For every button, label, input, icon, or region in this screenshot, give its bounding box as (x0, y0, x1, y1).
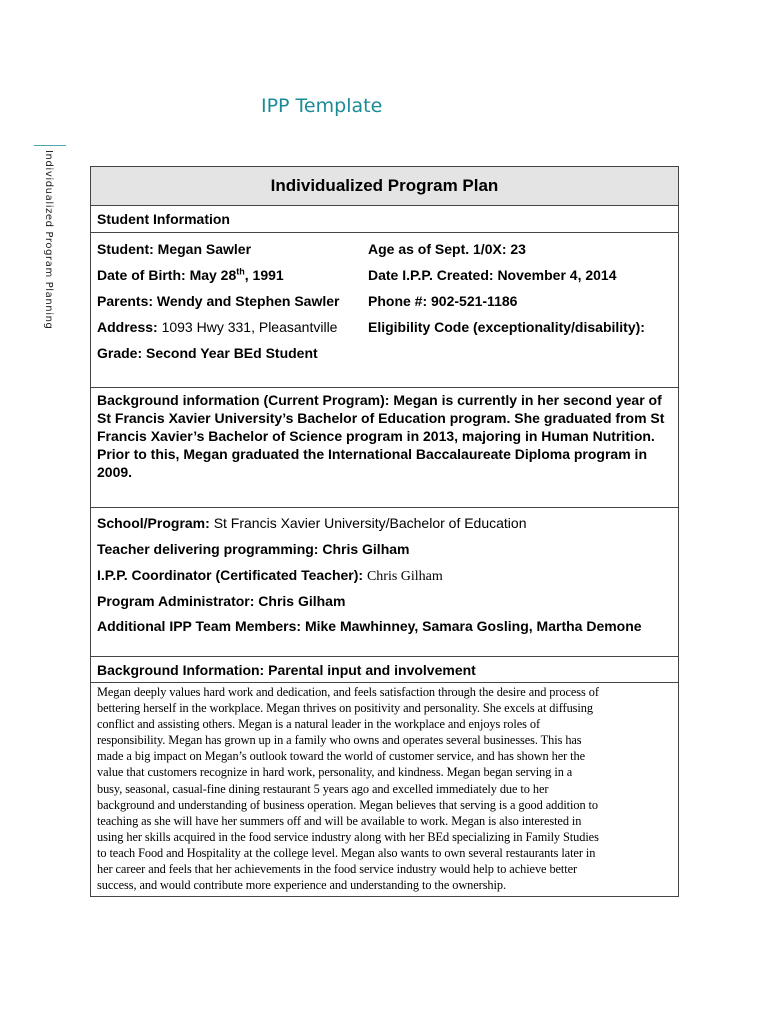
parental-line: success, and would contribute more experience and understanding to the ownership. (97, 878, 506, 893)
student-row-4 (97, 319, 672, 341)
parental-input-text (91, 683, 678, 896)
parental-line: her career and feels that her achievements in the food service industry would help to achieve better (97, 862, 578, 877)
parental-line: value that customers recognize in hard work, personality, and kindness. Megan began serving in a (97, 765, 573, 780)
eligibility-code: Eligibility Code (exceptionality/disability): (368, 319, 645, 335)
student-info-block (91, 233, 678, 388)
student-row-2 (97, 267, 672, 289)
parental-line: responsibility. Megan has grown up in a family who owns and operates several businesses. This has (97, 733, 582, 748)
school-program: School/Program: St Francis Xavier University/Bachelor of Education (97, 515, 527, 531)
side-tab-divider (34, 145, 66, 146)
phone-number: Phone #: 902-521-1186 (368, 293, 518, 309)
page-title: IPP Template (261, 95, 383, 117)
parental-line: Megan deeply values hard work and dedication, and feels satisfaction through the desire and process of (97, 685, 599, 699)
address: Address: 1093 Hwy 331, Pleasantville (97, 319, 338, 335)
program-plan-table (90, 166, 679, 897)
date-of-birth: Date of Birth: May 28th, 1991 (97, 266, 284, 283)
team-members: Additional IPP Team Members: Mike Mawhinney, Samara Gosling, Martha Demone (97, 618, 642, 634)
parental-line: bettering herself in the workplace. Megan thrives on positivity and personality. She excels at diffusing (97, 701, 593, 716)
student-info-heading: Student Information (91, 206, 678, 233)
parental-input-heading: Background Information: Parental input and involvement (91, 657, 678, 683)
parental-line: using her skills acquired in the food service industry along with her BEd specializing in Family Studies (97, 829, 599, 844)
parental-line: made a big impact on Megan’s outlook toward the world of customer service, and has shown her the (97, 749, 585, 764)
parental-line: to teach Food and Hospitality at the college level. Megan also wants to own several restaurants later in (97, 845, 596, 860)
parental-line: background and understanding of business operation. Megan believes that serving is a good addition to (97, 797, 598, 812)
teacher-delivering: Teacher delivering programming: Chris Gilham (97, 541, 410, 557)
school-program-block (91, 508, 678, 657)
parental-line: busy, seasonal, casual-fine dining restaurant 5 years ago and excelled immediately due to her (97, 781, 549, 796)
student-row-3 (97, 293, 672, 315)
parental-line: teaching as she will have her summers off and will be available to work. Megan is also interested in (97, 813, 582, 828)
ipp-created-date: Date I.P.P. Created: November 4, 2014 (368, 267, 617, 283)
background-current-program: Background information (Current Program): Megan is currently in her second year of St Francis Xavier University’s Bachelor of Education program. She graduated from St Francis Xavier’s Bachelor of Science program in 2013, majoring in Human Nutrition. Prior to this, Megan graduated the International Baccalaureate Diploma program in 2009. (91, 388, 678, 508)
student-name: Student: Megan Sawler (97, 241, 252, 257)
program-administrator: Program Administrator: Chris Gilham (97, 593, 346, 609)
student-row-5 (97, 345, 672, 367)
grade: Grade: Second Year BEd Student (97, 345, 318, 361)
student-age: Age as of Sept. 1/0X: 23 (368, 241, 526, 257)
plan-heading: Individualized Program Plan (91, 167, 678, 206)
ipp-coordinator: I.P.P. Coordinator (Certificated Teacher): Chris Gilham (97, 567, 443, 584)
parents: Parents: Wendy and Stephen Sawler (97, 293, 340, 309)
student-row-1 (97, 241, 672, 263)
side-tab-label: Individualized Program Planning (43, 150, 54, 330)
parental-line: conflict and assisting others. Megan is a natural leader in the workplace and enjoys roles of (97, 717, 540, 732)
